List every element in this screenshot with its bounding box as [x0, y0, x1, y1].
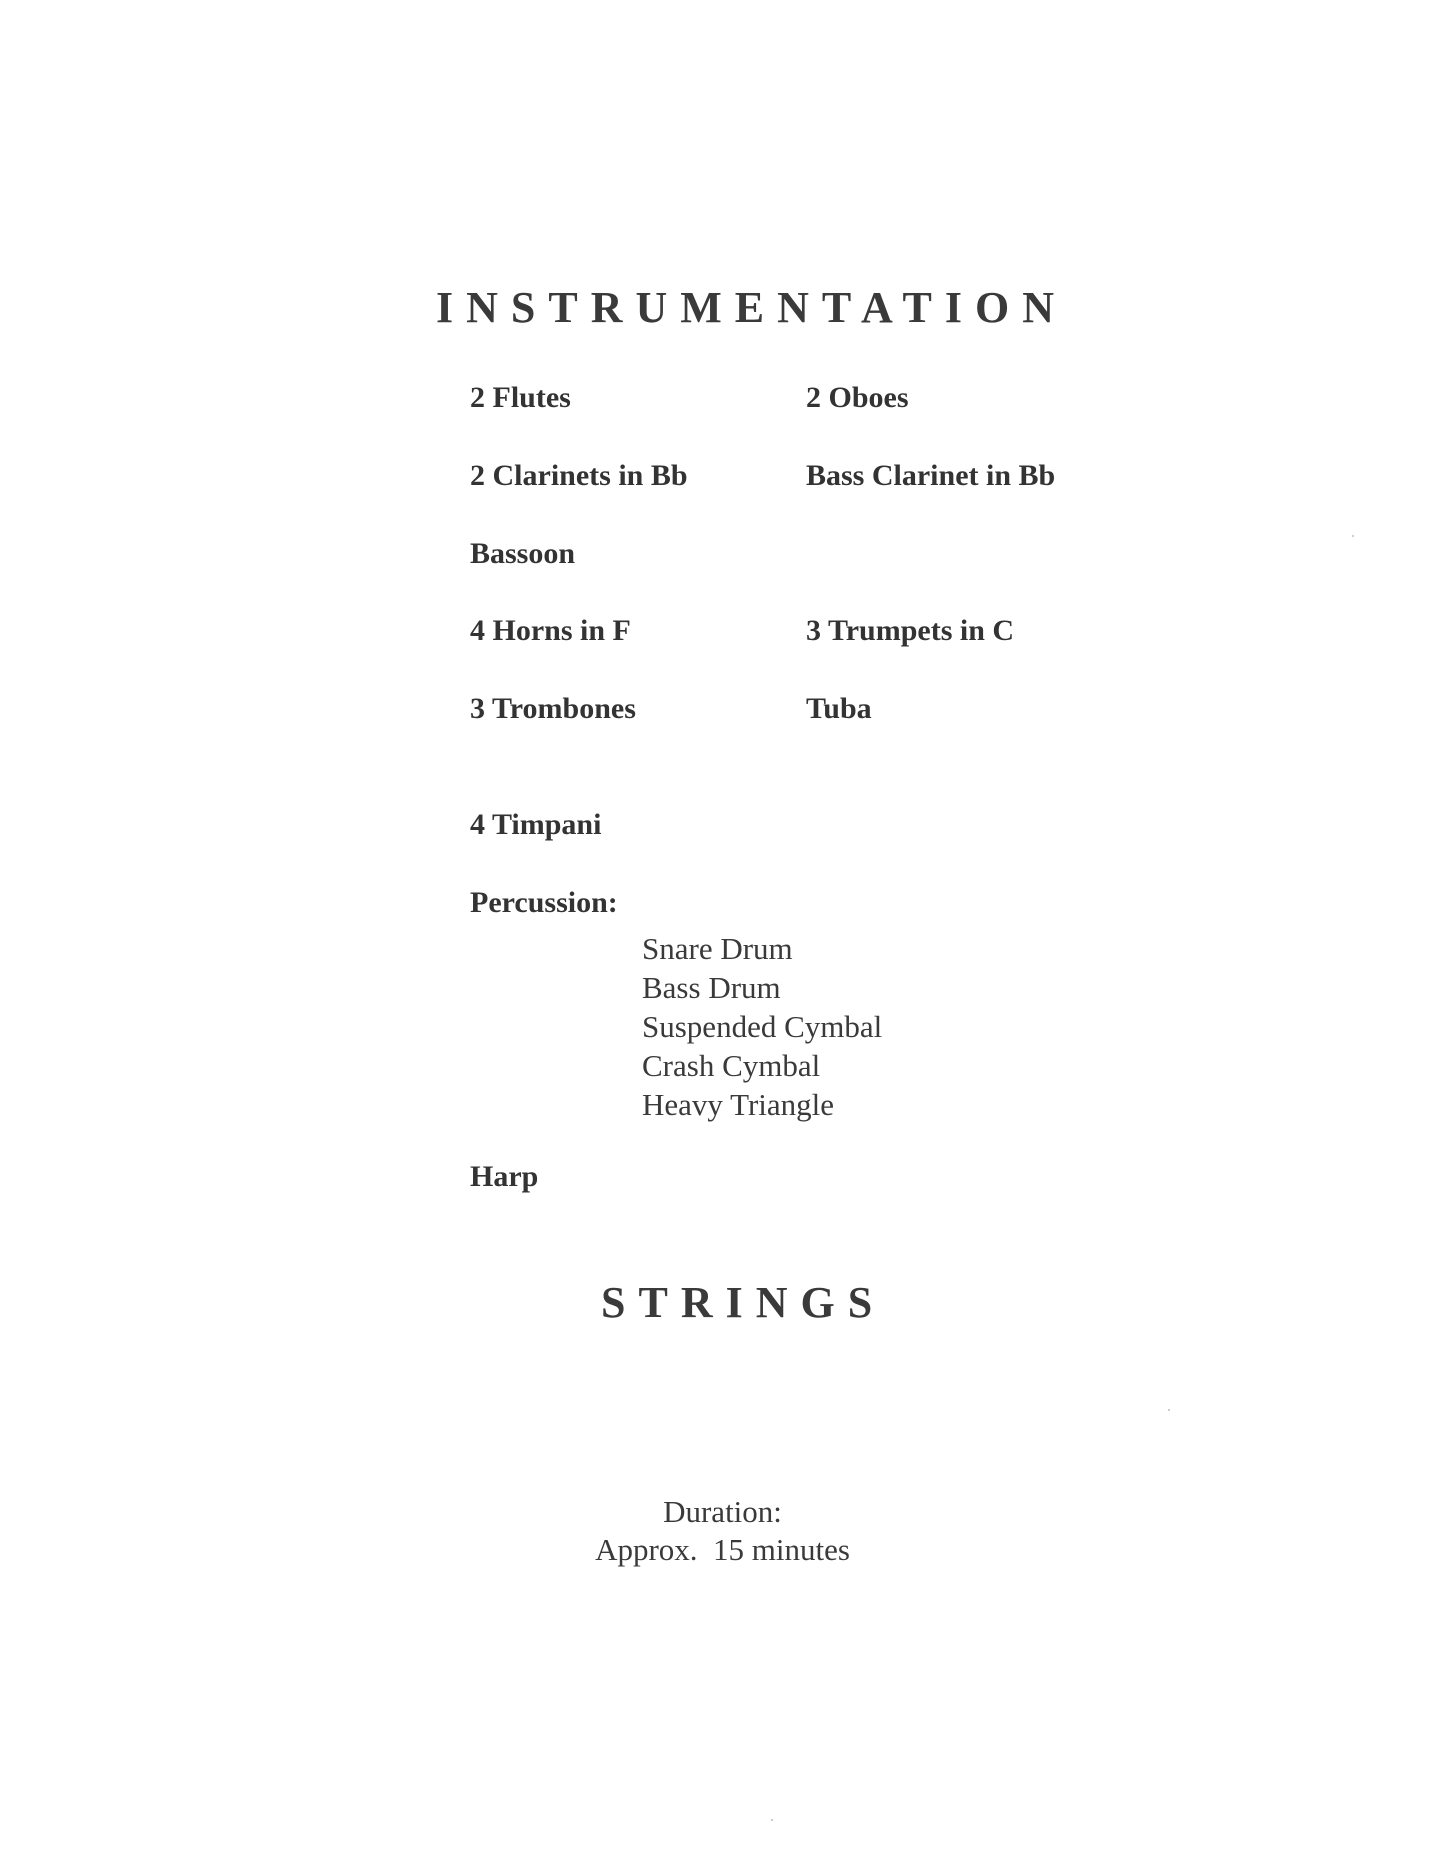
strings-heading: STRINGS: [601, 1278, 886, 1327]
duration-value: Approx. 15 minutes: [595, 1532, 850, 1567]
scan-speck: [771, 1819, 773, 1821]
instrument-bass-clarinet: Bass Clarinet in Bb: [806, 459, 1056, 492]
percussion-label: Percussion:: [470, 886, 618, 919]
percussion-item: Crash Cymbal: [642, 1048, 821, 1083]
scan-speck: [1168, 1409, 1170, 1411]
percussion-item: Snare Drum: [642, 931, 793, 966]
instrument-timpani: 4 Timpani: [470, 808, 602, 841]
instrument-tuba: Tuba: [806, 692, 872, 725]
instrument-trumpets: 3 Trumpets in C: [806, 614, 1015, 647]
instrument-trombones: 3 Trombones: [470, 692, 636, 725]
instrument-clarinets: 2 Clarinets in Bb: [470, 459, 688, 492]
instrument-flutes: 2 Flutes: [470, 381, 571, 414]
instrumentation-heading: INSTRUMENTATION: [436, 283, 1067, 332]
instrument-harp: Harp: [470, 1160, 539, 1193]
percussion-item: Suspended Cymbal: [642, 1009, 883, 1044]
percussion-item: Heavy Triangle: [642, 1087, 835, 1122]
instrument-horns: 4 Horns in F: [470, 614, 631, 647]
instrument-bassoon: Bassoon: [470, 537, 576, 570]
percussion-item: Bass Drum: [642, 970, 781, 1005]
instrument-oboes: 2 Oboes: [806, 381, 909, 414]
scan-speck: [1352, 535, 1354, 537]
duration-label: Duration:: [663, 1494, 782, 1529]
percussion-list: [642, 929, 882, 1124]
